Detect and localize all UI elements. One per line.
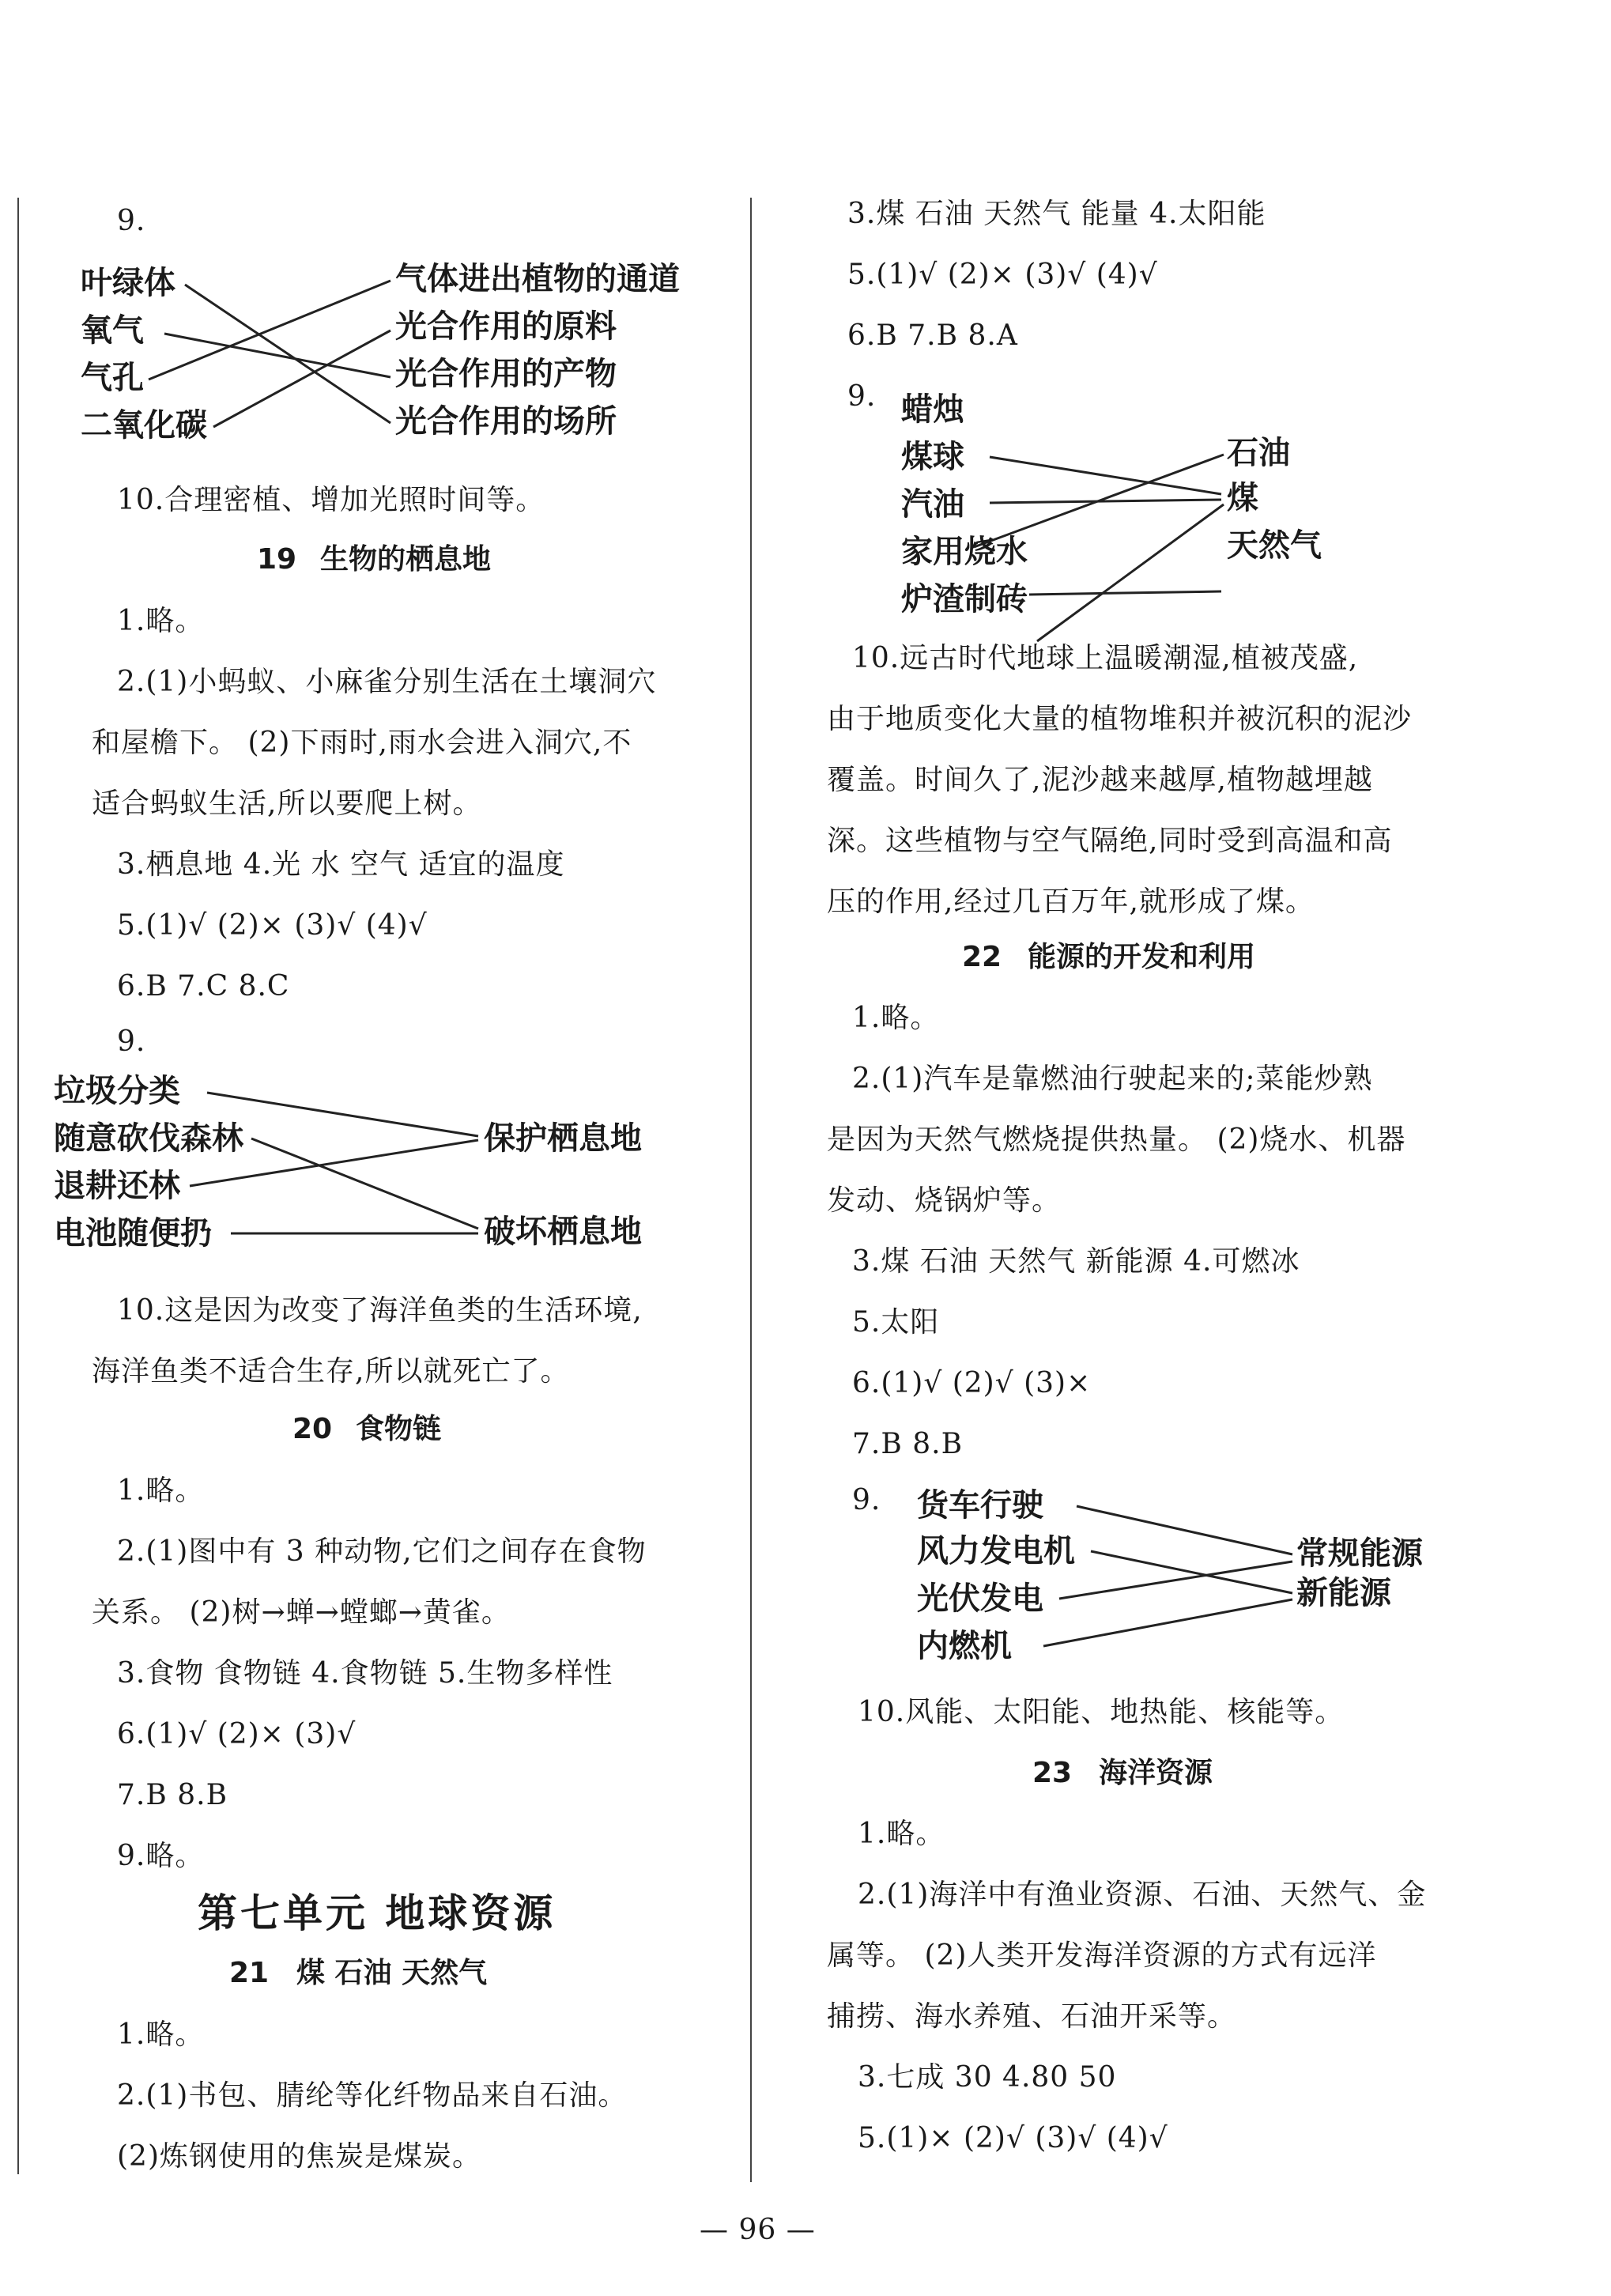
fuel-item-4: 家用烧水 bbox=[901, 534, 1028, 570]
s22-a1: 1.略。 bbox=[852, 1002, 940, 1034]
unit-7-title: 第七单元 地球资源 bbox=[198, 1890, 556, 1936]
section-19-title: 生物的栖息地 bbox=[320, 543, 492, 576]
energy-item-3: 光伏发电 bbox=[917, 1580, 1043, 1617]
section-19-number: 19 bbox=[257, 543, 297, 576]
s22-a5: 5.太阳 bbox=[852, 1306, 940, 1339]
s21-a2-line1: 2.(1)书包、腈纶等化纤物品来自石油。 bbox=[117, 2079, 628, 2112]
match-line bbox=[990, 457, 1221, 494]
match-line bbox=[185, 285, 390, 423]
match-line bbox=[990, 500, 1221, 503]
page-number: — 96 — bbox=[700, 2214, 816, 2246]
s21-a10-line3: 覆盖。时间久了,泥沙越来越厚,植物越埋越 bbox=[827, 764, 1373, 796]
s23-a1: 1.略。 bbox=[858, 1818, 945, 1850]
s20-a6: 6.(1)√ (2)× (3)√ bbox=[117, 1718, 357, 1750]
fuel-target-3: 天然气 bbox=[1227, 527, 1322, 564]
s19-a1: 1.略。 bbox=[117, 605, 205, 637]
fuel-target-2: 煤 bbox=[1227, 480, 1258, 516]
s23-a2-line2: 属等。 (2)人类开发海洋资源的方式有远洋 bbox=[827, 1939, 1377, 1972]
s19-a5: 5.(1)√ (2)× (3)√ (4)√ bbox=[117, 909, 428, 942]
s19-a10-line1: 10.这是因为改变了海洋鱼类的生活环境, bbox=[117, 1294, 643, 1327]
energy-item-2: 风力发电机 bbox=[917, 1533, 1075, 1569]
s20-a7: 7.B 8.B bbox=[117, 1779, 228, 1811]
s19-a2-line1: 2.(1)小蚂蚁、小麻雀分别生活在土壤洞穴 bbox=[117, 666, 657, 698]
s21-a10-line2: 由于地质变化大量的植物堆积并被沉积的泥沙 bbox=[827, 703, 1413, 735]
match-line bbox=[251, 1139, 478, 1229]
match-line bbox=[164, 334, 390, 377]
match-line bbox=[1037, 504, 1224, 641]
energy-item-4: 内燃机 bbox=[917, 1628, 1012, 1664]
habitat-target-1: 保护栖息地 bbox=[484, 1120, 642, 1157]
energy-target-2: 新能源 bbox=[1296, 1575, 1391, 1611]
section-21-title: 煤 石油 天然气 bbox=[296, 1957, 488, 1989]
s21-a10-line5: 压的作用,经过几百万年,就形成了煤。 bbox=[827, 886, 1315, 918]
section-20-title: 食物链 bbox=[356, 1413, 442, 1445]
section-21-number: 21 bbox=[229, 1957, 270, 1989]
s20-a3: 3.食物 食物链 4.食物链 5.生物多样性 bbox=[117, 1657, 613, 1690]
fuel-item-1: 蜡烛 bbox=[901, 391, 964, 428]
left-q9-item-3: 气孔 bbox=[81, 360, 144, 396]
s21-a10-line1: 10.远古时代地球上温暖潮湿,植被茂盛, bbox=[852, 642, 1359, 674]
s19-a2-line3: 适合蚂蚁生活,所以要爬上树。 bbox=[92, 787, 482, 820]
s21-a5: 5.(1)√ (2)× (3)√ (4)√ bbox=[847, 259, 1158, 291]
match-line bbox=[213, 330, 390, 427]
match-line bbox=[1091, 1551, 1292, 1593]
s19-a3: 3.栖息地 4.光 水 空气 适宜的温度 bbox=[117, 848, 565, 881]
left-q9-target-1: 气体进出植物的通道 bbox=[395, 261, 680, 297]
habitat-item-1: 垃圾分类 bbox=[54, 1073, 180, 1109]
s23-a2-line1: 2.(1)海洋中有渔业资源、石油、天然气、金 bbox=[858, 1879, 1427, 1911]
match-line bbox=[1077, 1506, 1292, 1554]
s21-a1: 1.略。 bbox=[117, 2018, 205, 2051]
s22-a3: 3.煤 石油 天然气 新能源 4.可燃冰 bbox=[852, 1245, 1300, 1278]
s22-a9: 9. bbox=[852, 1484, 881, 1516]
left-q9-item-1: 叶绿体 bbox=[81, 265, 175, 301]
s19-a2-line2: 和屋檐下。 (2)下雨时,雨水会进入洞穴,不 bbox=[92, 727, 632, 759]
habitat-item-2: 随意砍伐森林 bbox=[54, 1120, 243, 1157]
match-line bbox=[149, 281, 390, 380]
left-q9-number: 9. bbox=[117, 205, 146, 237]
match-line bbox=[207, 1093, 478, 1136]
s22-a2-line2: 是因为天然气燃烧提供热量。 (2)烧水、机器 bbox=[827, 1123, 1406, 1156]
s21-a2-line2: (2)炼钢使用的焦炭是煤炭。 bbox=[117, 2140, 481, 2173]
habitat-target-2: 破坏栖息地 bbox=[484, 1214, 642, 1250]
fuel-item-2: 煤球 bbox=[901, 439, 964, 475]
s21-a6: 6.B 7.B 8.A bbox=[847, 319, 1018, 352]
left-q9-item-4: 二氧化碳 bbox=[81, 407, 207, 444]
left-q9-item-2: 氧气 bbox=[81, 312, 144, 349]
energy-item-1: 货车行驶 bbox=[917, 1487, 1043, 1524]
s19-a10-line2: 海洋鱼类不适合生存,所以就死亡了。 bbox=[92, 1355, 570, 1388]
s23-a5: 5.(1)× (2)√ (3)√ (4)√ bbox=[858, 2122, 1168, 2154]
s21-a9: 9. bbox=[847, 380, 877, 413]
s22-a2-line3: 发动、烧锅炉等。 bbox=[827, 1184, 1062, 1217]
s22-a6: 6.(1)√ (2)√ (3)× bbox=[852, 1367, 1092, 1399]
habitat-item-3: 退耕还林 bbox=[54, 1168, 180, 1204]
match-line bbox=[1043, 1599, 1292, 1646]
habitat-item-4: 电池随便扔 bbox=[54, 1215, 212, 1252]
section-23-number: 23 bbox=[1032, 1757, 1073, 1789]
s22-a7: 7.B 8.B bbox=[852, 1428, 964, 1460]
s21-a10-line4: 深。这些植物与空气隔绝,同时受到高温和高 bbox=[827, 825, 1393, 857]
s23-a3: 3.七成 30 4.80 50 bbox=[858, 2061, 1117, 2094]
energy-target-1: 常规能源 bbox=[1296, 1535, 1423, 1572]
s23-a2-line3: 捕捞、海水养殖、石油开采等。 bbox=[827, 2000, 1237, 2033]
section-22-title: 能源的开发和利用 bbox=[1028, 941, 1256, 973]
section-20-number: 20 bbox=[292, 1413, 333, 1445]
match-line bbox=[1059, 1562, 1292, 1599]
s21-a3: 3.煤 石油 天然气 能量 4.太阳能 bbox=[847, 198, 1266, 230]
fuel-item-5: 炉渣制砖 bbox=[901, 581, 1028, 617]
s20-a9: 9.略。 bbox=[117, 1840, 205, 1872]
match-line bbox=[1029, 591, 1221, 595]
fuel-item-3: 汽油 bbox=[901, 486, 964, 523]
s20-a2-line1: 2.(1)图中有 3 种动物,它们之间存在食物 bbox=[117, 1535, 647, 1568]
s22-a2-line1: 2.(1)汽车是靠燃油行驶起来的;菜能炒熟 bbox=[852, 1063, 1373, 1095]
s20-a1: 1.略。 bbox=[117, 1475, 205, 1507]
section-23-title: 海洋资源 bbox=[1099, 1757, 1213, 1789]
fuel-target-1: 石油 bbox=[1227, 435, 1290, 471]
left-q10-answer: 10.合理密植、增加光照时间等。 bbox=[117, 484, 545, 516]
s19-a9: 9. bbox=[117, 1025, 146, 1058]
s20-a2-line2: 关系。 (2)树→蝉→螳螂→黄雀。 bbox=[92, 1596, 511, 1629]
s22-a10: 10.风能、太阳能、地热能、核能等。 bbox=[858, 1696, 1345, 1728]
section-22-number: 22 bbox=[962, 941, 1002, 973]
left-q9-target-3: 光合作用的产物 bbox=[395, 356, 617, 392]
left-q9-target-2: 光合作用的原料 bbox=[395, 308, 617, 345]
left-q9-target-4: 光合作用的场所 bbox=[395, 403, 617, 440]
s19-a6: 6.B 7.C 8.C bbox=[117, 970, 290, 1003]
